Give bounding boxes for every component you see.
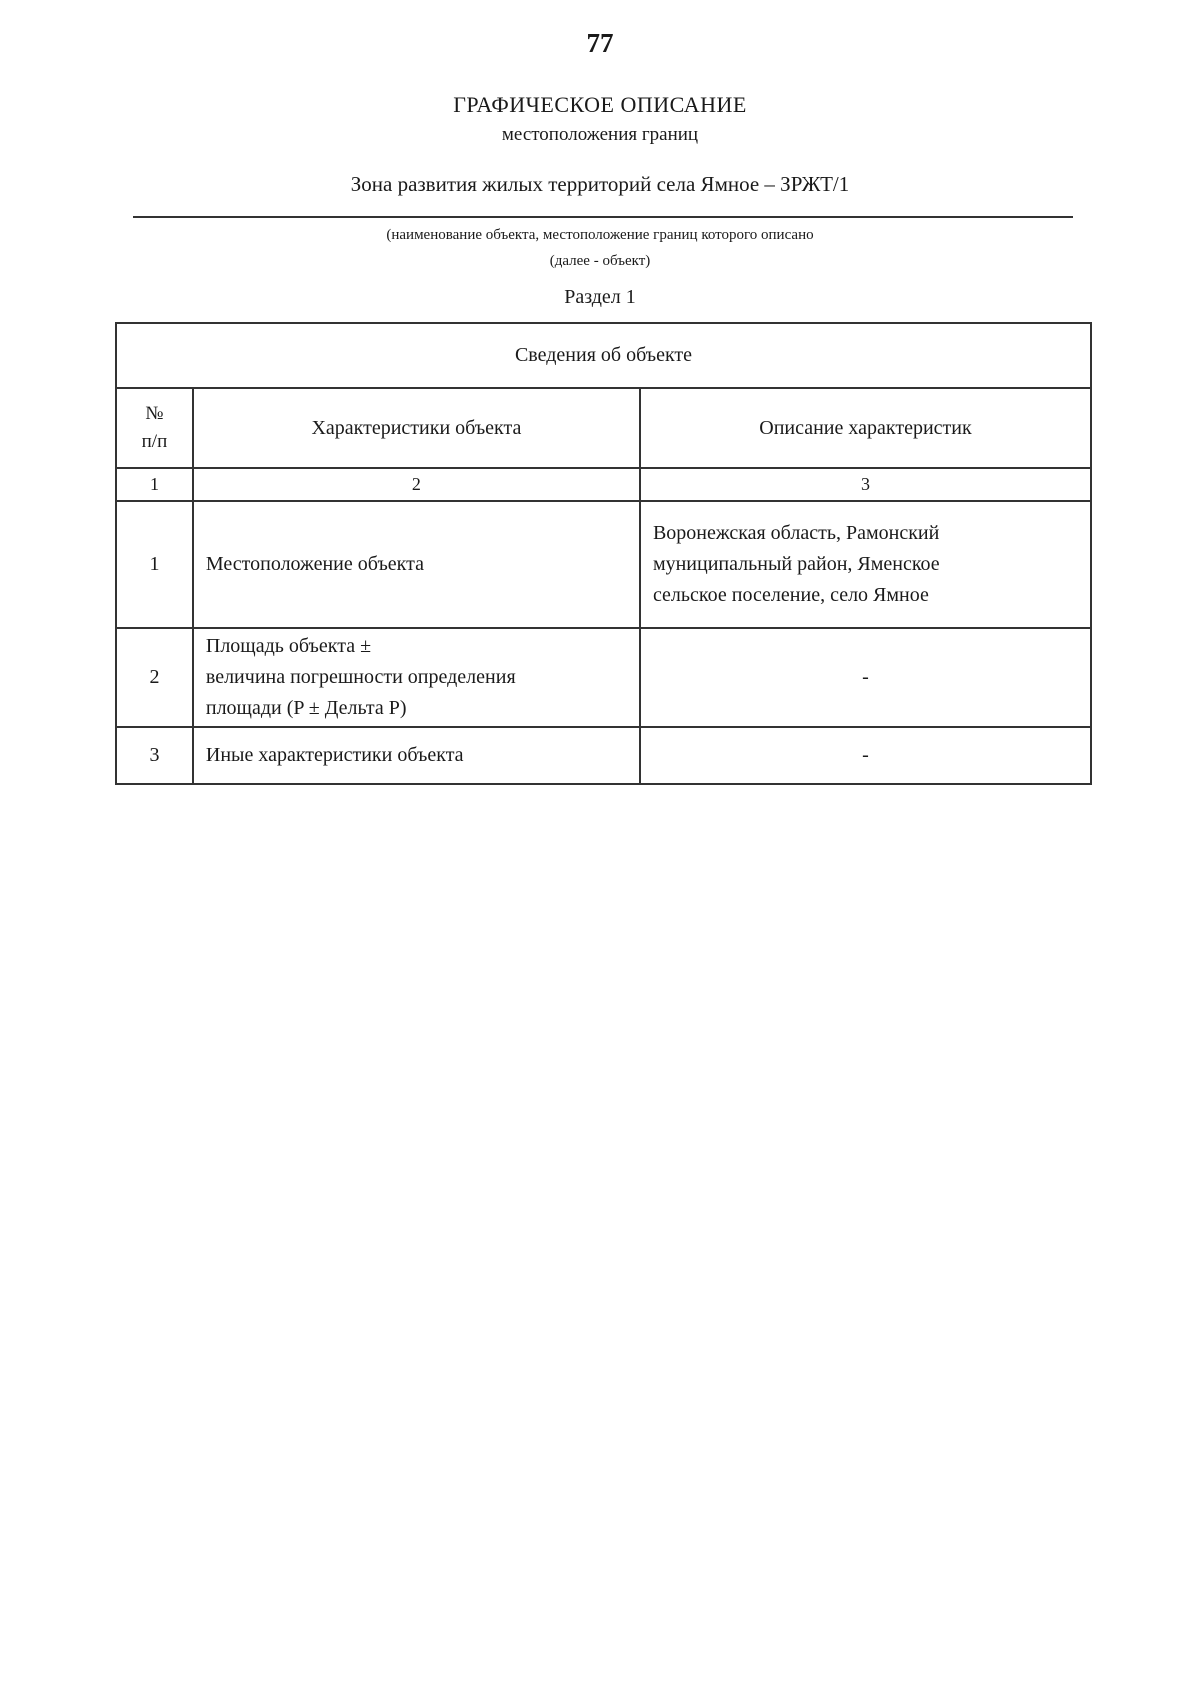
table-column-index-row [116,468,1091,501]
page-number: 77 [586,28,614,58]
object-name-underline [133,216,1073,218]
row-description [640,628,1091,727]
column-index: 2 [193,468,640,501]
row-characteristic [193,727,640,784]
column-index: 1 [116,468,193,501]
row-characteristic [193,501,640,628]
table-row [116,628,1091,727]
row-description [640,501,1091,628]
row-description-line: - [862,666,869,688]
row-characteristic-line: Иные характеристики объекта [205,744,464,766]
object-info-table [115,322,1092,785]
row-characteristic [193,628,640,727]
row-number: 3 [116,727,193,784]
document-subtitle: местоположения границ [501,124,699,145]
object-name: Зона развития жилых территорий села Ямное – ЗРЖТ/1 [350,172,850,196]
column-header-number [116,388,193,468]
row-characteristic-line: Местоположение объекта [205,553,424,575]
row-description-line: - [862,744,869,766]
table-row [116,501,1091,628]
table-column-header-row [116,388,1091,468]
row-description-line: сельское поселение, село Ямное [652,584,929,606]
table-title: Сведения об объекте [116,323,1091,388]
row-characteristic-line: величина погрешности определения [205,666,516,688]
row-description-line: Воронежская область, Рамонский [652,522,940,544]
object-name-caption [0,222,1200,274]
column-header-characteristic: Характеристики объекта [193,388,640,468]
object-caption-line: (наименование объекта, местоположение границ которого описано [386,227,814,243]
table-row [116,727,1091,784]
table-title-row [116,323,1091,388]
row-number: 2 [116,628,193,727]
column-header-number-abbr: п/п [141,431,168,452]
document-title: ГРАФИЧЕСКОЕ ОПИСАНИЕ [453,92,747,117]
row-description [640,727,1091,784]
section-title: Раздел 1 [564,286,636,308]
row-number: 1 [116,501,193,628]
column-header-number-symbol: № [145,403,164,424]
object-caption-line: (далее - объект) [549,253,651,269]
column-index: 3 [640,468,1091,501]
column-header-description: Описание характеристик [640,388,1091,468]
row-description-line: муниципальный район, Яменское [652,553,940,575]
row-characteristic-line: Площадь объекта ± [205,635,372,657]
row-characteristic-line: площади (P ± Дельта P) [205,697,407,719]
